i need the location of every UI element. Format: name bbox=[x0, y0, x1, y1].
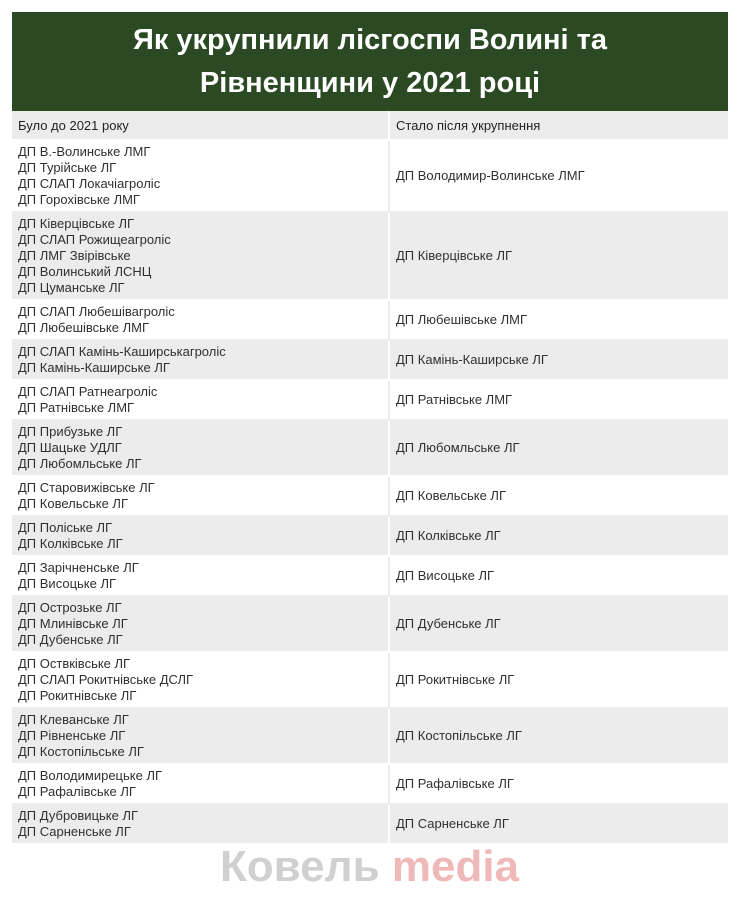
former-enterprise: ДП Дубенське ЛГ bbox=[18, 632, 123, 647]
former-enterprise: ДП Острозьке ЛГ bbox=[18, 600, 122, 615]
cell-after: ДП Володимир-Волинське ЛМГ bbox=[389, 140, 728, 212]
cell-after: ДП Дубенське ЛГ bbox=[389, 596, 728, 652]
former-enterprise: ДП СЛАП Рожищеагроліс bbox=[18, 232, 171, 247]
cell-before bbox=[12, 764, 389, 804]
former-enterprise: ДП Дубровицьке ЛГ bbox=[18, 808, 139, 823]
former-enterprise: ДП Поліське ЛГ bbox=[18, 520, 113, 535]
former-enterprise: ДП Ковельське ЛГ bbox=[18, 496, 128, 511]
table-row bbox=[12, 380, 728, 420]
former-enterprise: ДП СЛАП Камінь-Каширськагроліс bbox=[18, 344, 226, 359]
former-enterprise: ДП Млинівське ЛГ bbox=[18, 616, 128, 631]
former-enterprise: ДП СЛАП Рокитнівське ДСЛГ bbox=[18, 672, 194, 687]
table-body bbox=[12, 140, 728, 844]
former-enterprise: ДП Волинський ЛСНЦ bbox=[18, 264, 152, 279]
former-enterprise: ДП Рівненське ЛГ bbox=[18, 728, 126, 743]
table-row bbox=[12, 212, 728, 300]
former-enterprise: ДП Горохівське ЛМГ bbox=[18, 192, 140, 207]
cell-after: ДП Ківерцівське ЛГ bbox=[389, 212, 728, 300]
table-row bbox=[12, 596, 728, 652]
former-enterprise: ДП Костопільське ЛГ bbox=[18, 744, 144, 759]
former-enterprise: ДП Старовижівське ЛГ bbox=[18, 480, 155, 495]
cell-after: ДП Ковельське ЛГ bbox=[389, 476, 728, 516]
former-enterprise: ДП Шацьке УДЛГ bbox=[18, 440, 122, 455]
cell-after: ДП Камінь-Каширське ЛГ bbox=[389, 340, 728, 380]
cell-after: ДП Любешівське ЛМГ bbox=[389, 300, 728, 340]
table-row bbox=[12, 516, 728, 556]
header-before: Було до 2021 року bbox=[12, 111, 389, 140]
former-enterprise: ДП Любомльське ЛГ bbox=[18, 456, 142, 471]
watermark-part2: media bbox=[391, 842, 520, 891]
cell-after: ДП Костопільське ЛГ bbox=[389, 708, 728, 764]
watermark-part1: Ковель bbox=[219, 842, 380, 891]
page-title: Як укрупнили лісгоспи Волині та Рівненщини у 2021 році bbox=[133, 23, 607, 99]
table-row bbox=[12, 652, 728, 708]
former-enterprise: ДП Турійське ЛГ bbox=[18, 160, 117, 175]
cell-before bbox=[12, 652, 389, 708]
cell-after: ДП Ратнівське ЛМГ bbox=[389, 380, 728, 420]
cell-before bbox=[12, 708, 389, 764]
table-row bbox=[12, 140, 728, 212]
former-enterprise: ДП Любешівське ЛМГ bbox=[18, 320, 149, 335]
cell-after: ДП Висоцьке ЛГ bbox=[389, 556, 728, 596]
former-enterprise: ДП Камінь-Каширське ЛГ bbox=[18, 360, 170, 375]
table-row bbox=[12, 708, 728, 764]
table-row bbox=[12, 804, 728, 844]
former-enterprise: ДП Рафалівське ЛГ bbox=[18, 784, 136, 799]
cell-after: ДП Колківське ЛГ bbox=[389, 516, 728, 556]
former-enterprise: ДП Ківерцівське ЛГ bbox=[18, 216, 135, 231]
former-enterprise: ДП СЛАП Локачіагроліс bbox=[18, 176, 161, 191]
former-enterprise: ДП В.-Волинське ЛМГ bbox=[18, 144, 151, 159]
infographic bbox=[12, 12, 728, 845]
table-row bbox=[12, 476, 728, 516]
cell-before bbox=[12, 804, 389, 844]
former-enterprise: ДП Колківське ЛГ bbox=[18, 536, 123, 551]
former-enterprise: ДП СЛАП Любешівагроліс bbox=[18, 304, 175, 319]
former-enterprise: ДП СЛАП Ратнеагроліс bbox=[18, 384, 158, 399]
former-enterprise: ДП Прибузьке ЛГ bbox=[18, 424, 123, 439]
table-header-row bbox=[12, 111, 728, 140]
former-enterprise: ДП Сарненське ЛГ bbox=[18, 824, 131, 839]
header-after: Стало після укрупнення bbox=[389, 111, 728, 140]
consolidation-table bbox=[12, 111, 728, 845]
table-row bbox=[12, 764, 728, 804]
cell-before bbox=[12, 596, 389, 652]
cell-before bbox=[12, 516, 389, 556]
cell-after: ДП Рокитнівське ЛГ bbox=[389, 652, 728, 708]
former-enterprise: ДП Рокитнівське ЛГ bbox=[18, 688, 137, 703]
cell-before bbox=[12, 476, 389, 516]
table-row bbox=[12, 420, 728, 476]
former-enterprise: ДП ЛМГ Звірівське bbox=[18, 248, 131, 263]
former-enterprise: ДП Зарічненське ЛГ bbox=[18, 560, 139, 575]
cell-before bbox=[12, 420, 389, 476]
watermark-logo bbox=[0, 842, 739, 892]
former-enterprise: ДП Цуманське ЛГ bbox=[18, 280, 125, 295]
table-row bbox=[12, 556, 728, 596]
former-enterprise: ДП Клеванське ЛГ bbox=[18, 712, 129, 727]
former-enterprise: ДП Висоцьке ЛГ bbox=[18, 576, 117, 591]
cell-before bbox=[12, 556, 389, 596]
cell-after: ДП Сарненське ЛГ bbox=[389, 804, 728, 844]
cell-before bbox=[12, 300, 389, 340]
former-enterprise: ДП Володимирецьке ЛГ bbox=[18, 768, 163, 783]
cell-before bbox=[12, 140, 389, 212]
cell-after: ДП Рафалівське ЛГ bbox=[389, 764, 728, 804]
cell-before bbox=[12, 380, 389, 420]
table-row bbox=[12, 300, 728, 340]
table-row bbox=[12, 340, 728, 380]
cell-after: ДП Любомльське ЛГ bbox=[389, 420, 728, 476]
cell-before bbox=[12, 212, 389, 300]
cell-before bbox=[12, 340, 389, 380]
title-banner bbox=[12, 12, 728, 111]
former-enterprise: ДП Ратнівське ЛМГ bbox=[18, 400, 135, 415]
former-enterprise: ДП Оствківське ЛГ bbox=[18, 656, 131, 671]
